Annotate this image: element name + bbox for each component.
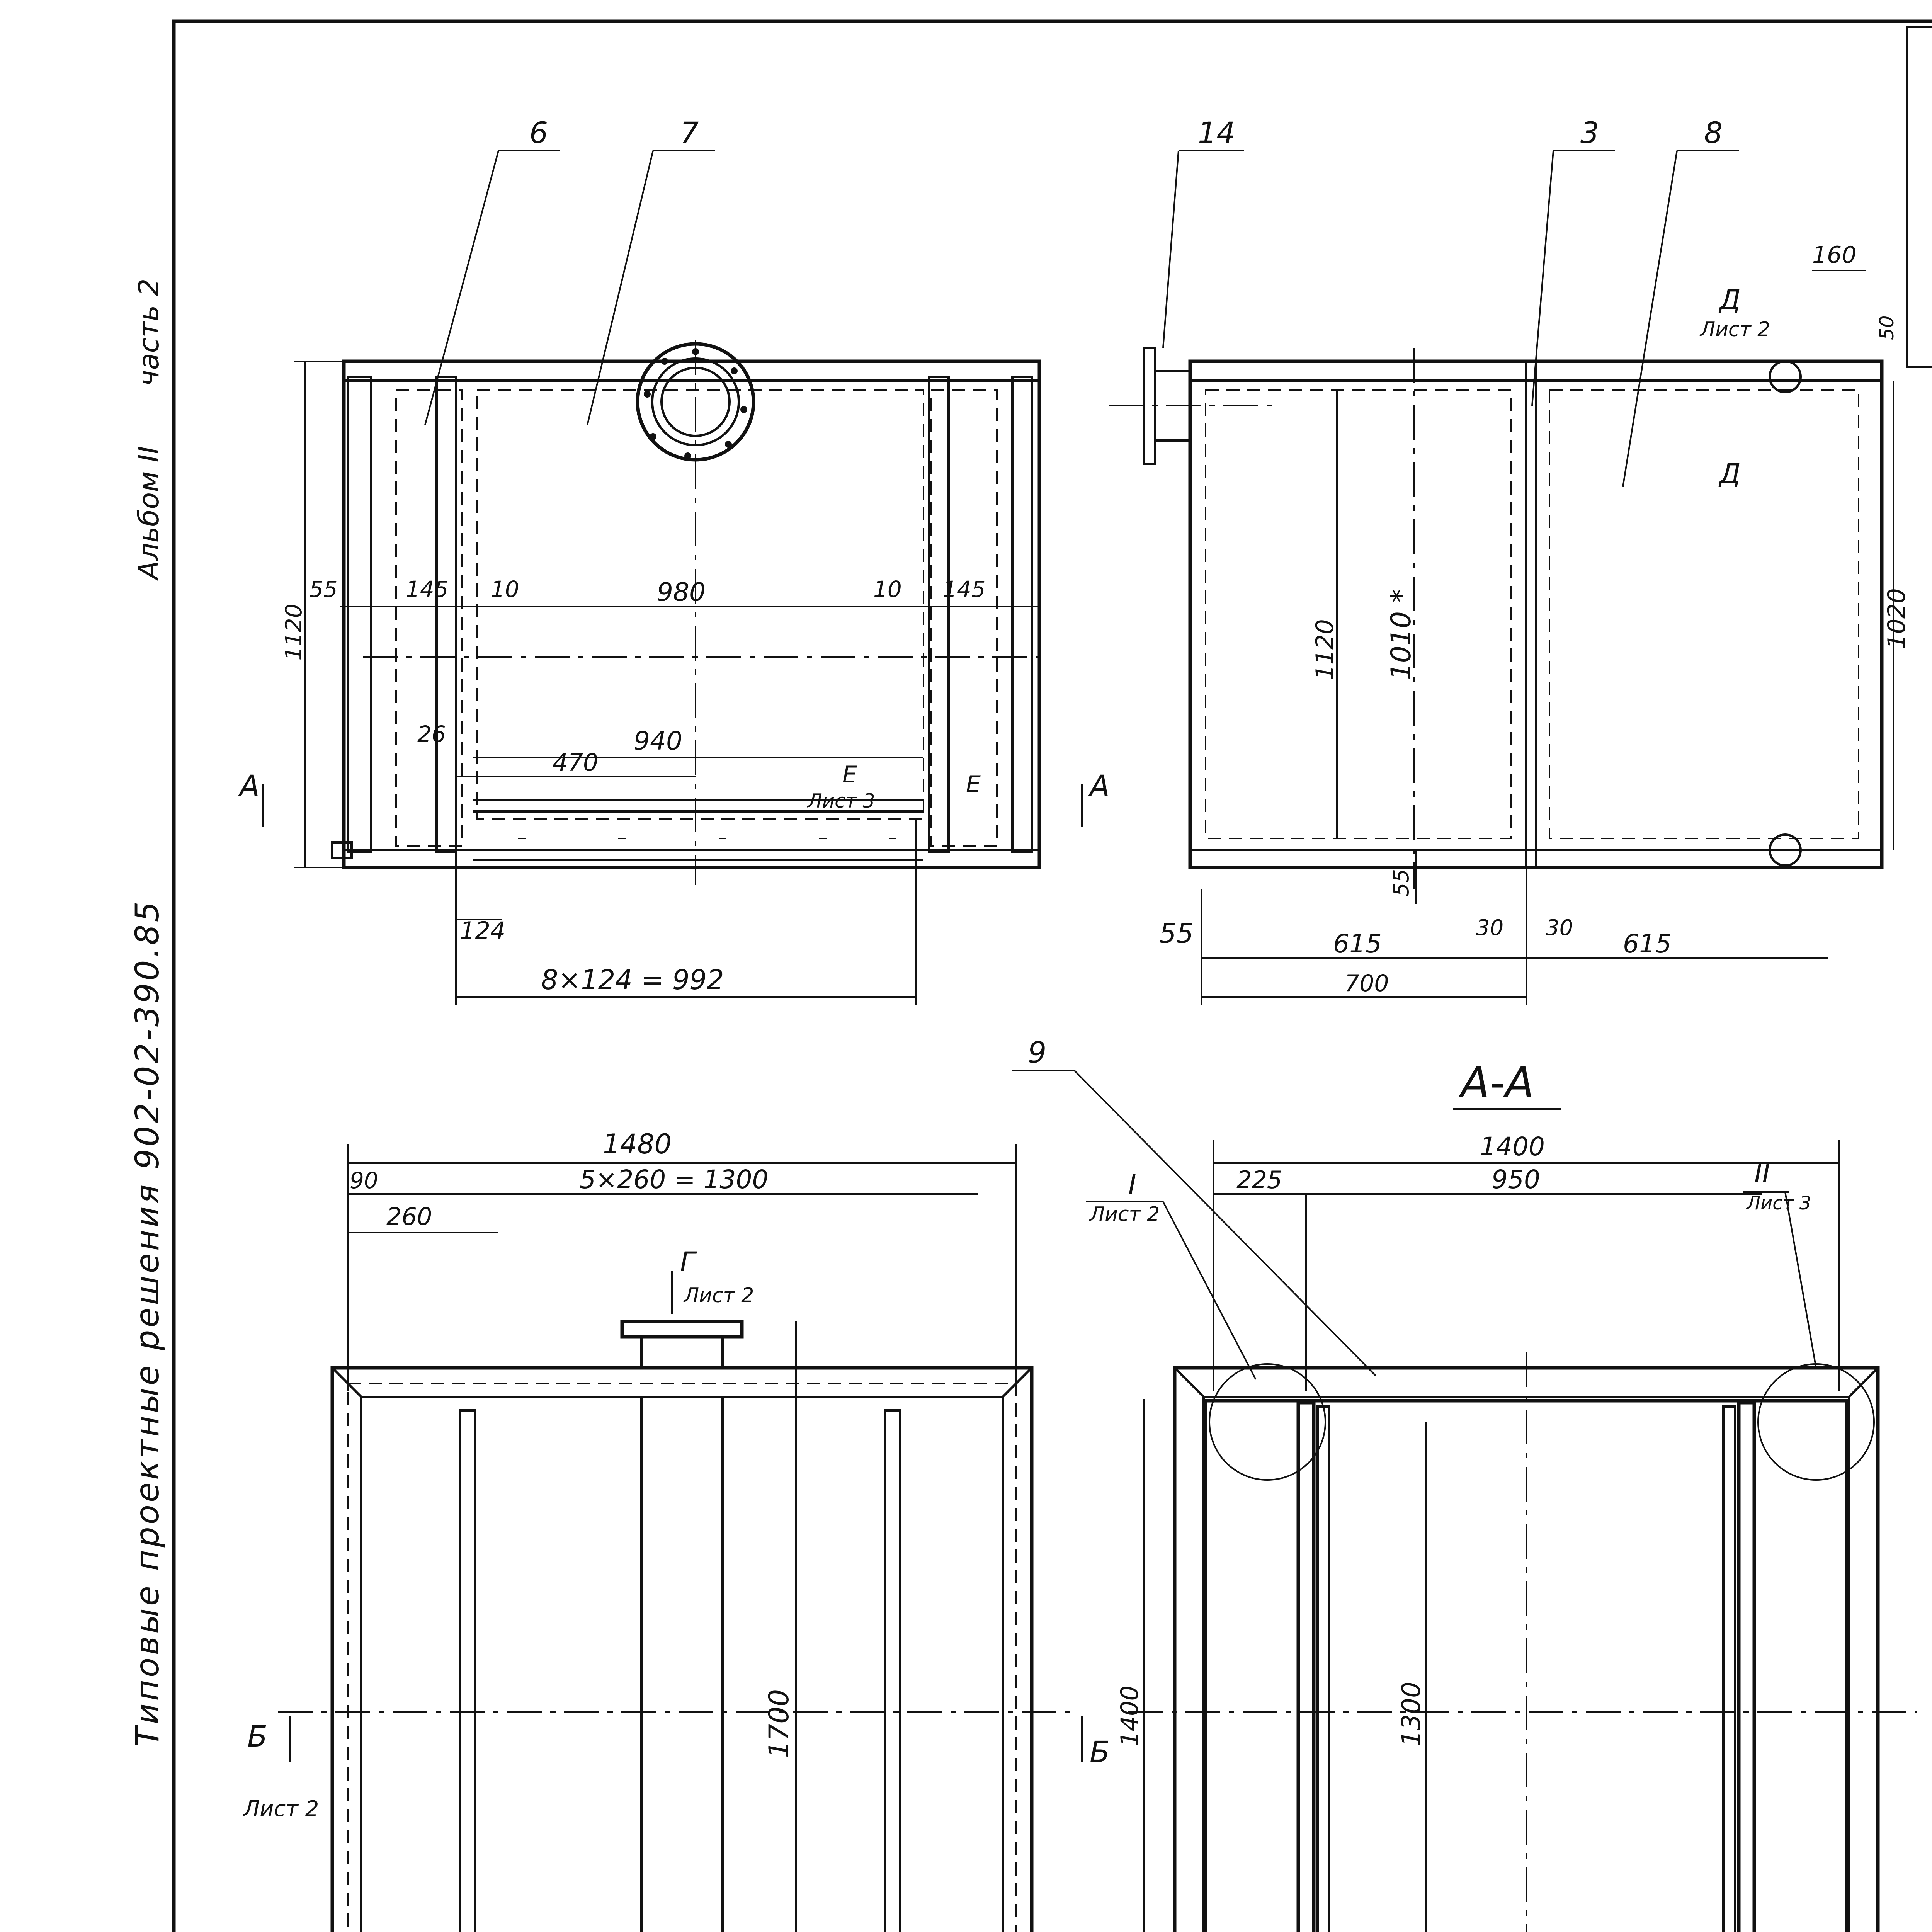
section-mark-a-right: А [1090,769,1110,803]
callout-6: 6 [529,116,548,150]
node-mark-1: I [1128,1169,1136,1201]
section-mark-g: Г [680,1246,695,1278]
section-mark-d-top: Д [1719,284,1741,316]
dim-plan-90: 90 [350,1167,378,1194]
dim-side-615a: 615 [1333,929,1382,959]
dim-side-55b: 55 [1159,918,1194,949]
dim-sec-1400-side: 1400 [1116,1685,1144,1747]
section-mark-a-left: А [240,769,260,803]
section-mark-e-inner: Е [842,761,857,788]
dim-sec-950: 950 [1492,1165,1540,1194]
series-label: Типовые проектные решения 902-02-390.85 [128,899,166,1747]
node-mark-2-list: Лист 3 [1747,1192,1811,1214]
dim-front-55: 55 [309,576,338,602]
dim-front-145b: 145 [943,576,986,602]
dim-front-26: 26 [417,721,446,747]
dim-plan-260: 260 [386,1202,432,1231]
section-mark-b-right: Б [1090,1735,1110,1769]
dim-side-1010: 1010 * [1385,589,1417,680]
dim-side-30b: 30 [1546,915,1573,940]
dim-side-1120: 1120 [1311,619,1339,680]
section-aa-title: А-А [1461,1058,1534,1107]
dim-side-55a: 55 [1389,869,1414,896]
callout-7: 7 [680,116,699,150]
dim-front-980: 980 [657,577,706,607]
dim-front-124: 124 [460,917,506,945]
sheet-frame [174,6,1932,1932]
callout-14: 14 [1198,116,1235,150]
dim-sec-1300: 1300 [1396,1682,1426,1747]
section-aa-view [1086,1058,1917,1932]
callouts [425,116,1739,1932]
album-label: Альбом II [133,446,165,580]
dim-front-10a: 10 [491,576,519,602]
section-mark-g-list: Лист 2 [684,1284,754,1307]
part-label: часть 2 [133,278,165,386]
dim-side-615b: 615 [1623,929,1672,959]
section-mark-e-right: Е [966,771,981,798]
dim-sec-1400-top: 1400 [1480,1132,1545,1162]
node-mark-1-list: Лист 2 [1090,1203,1160,1226]
dim-front-992: 8×124 = 992 [541,964,724,996]
plan-view [243,1128,1110,1932]
node-mark-2: II [1754,1157,1770,1189]
section-mark-b-left: Б [247,1719,268,1753]
dim-side-1020: 1020 [1883,588,1911,649]
side-view [1109,242,1911,1005]
callout-9: 9 [1028,1035,1047,1070]
dim-plan-1700: 1700 [763,1689,795,1758]
dim-front-470: 470 [553,748,599,777]
front-view [238,340,1110,1005]
dim-front-940: 940 [634,726,682,756]
section-mark-b-list: Лист 2 [243,1796,319,1821]
dim-sec-225: 225 [1236,1166,1282,1194]
section-mark-d-bottom: Д [1719,458,1741,490]
callout-8: 8 [1704,116,1723,150]
dim-front-1120: 1120 [281,604,307,661]
dim-side-700: 700 [1345,970,1389,997]
section-mark-e-list: Лист 3 [808,790,875,812]
dim-front-10b: 10 [873,576,902,602]
side-series-text [128,279,166,1747]
dim-side-50: 50 [1876,315,1898,340]
dim-side-30a: 30 [1476,915,1504,940]
callout-3: 3 [1580,116,1599,150]
dim-plan-1480: 1480 [603,1128,672,1160]
dim-side-160: 160 [1812,242,1857,269]
section-mark-d-list: Лист 2 [1700,318,1770,341]
dim-front-145a: 145 [406,576,449,602]
dim-plan-1300: 5×260 = 1300 [580,1165,769,1194]
